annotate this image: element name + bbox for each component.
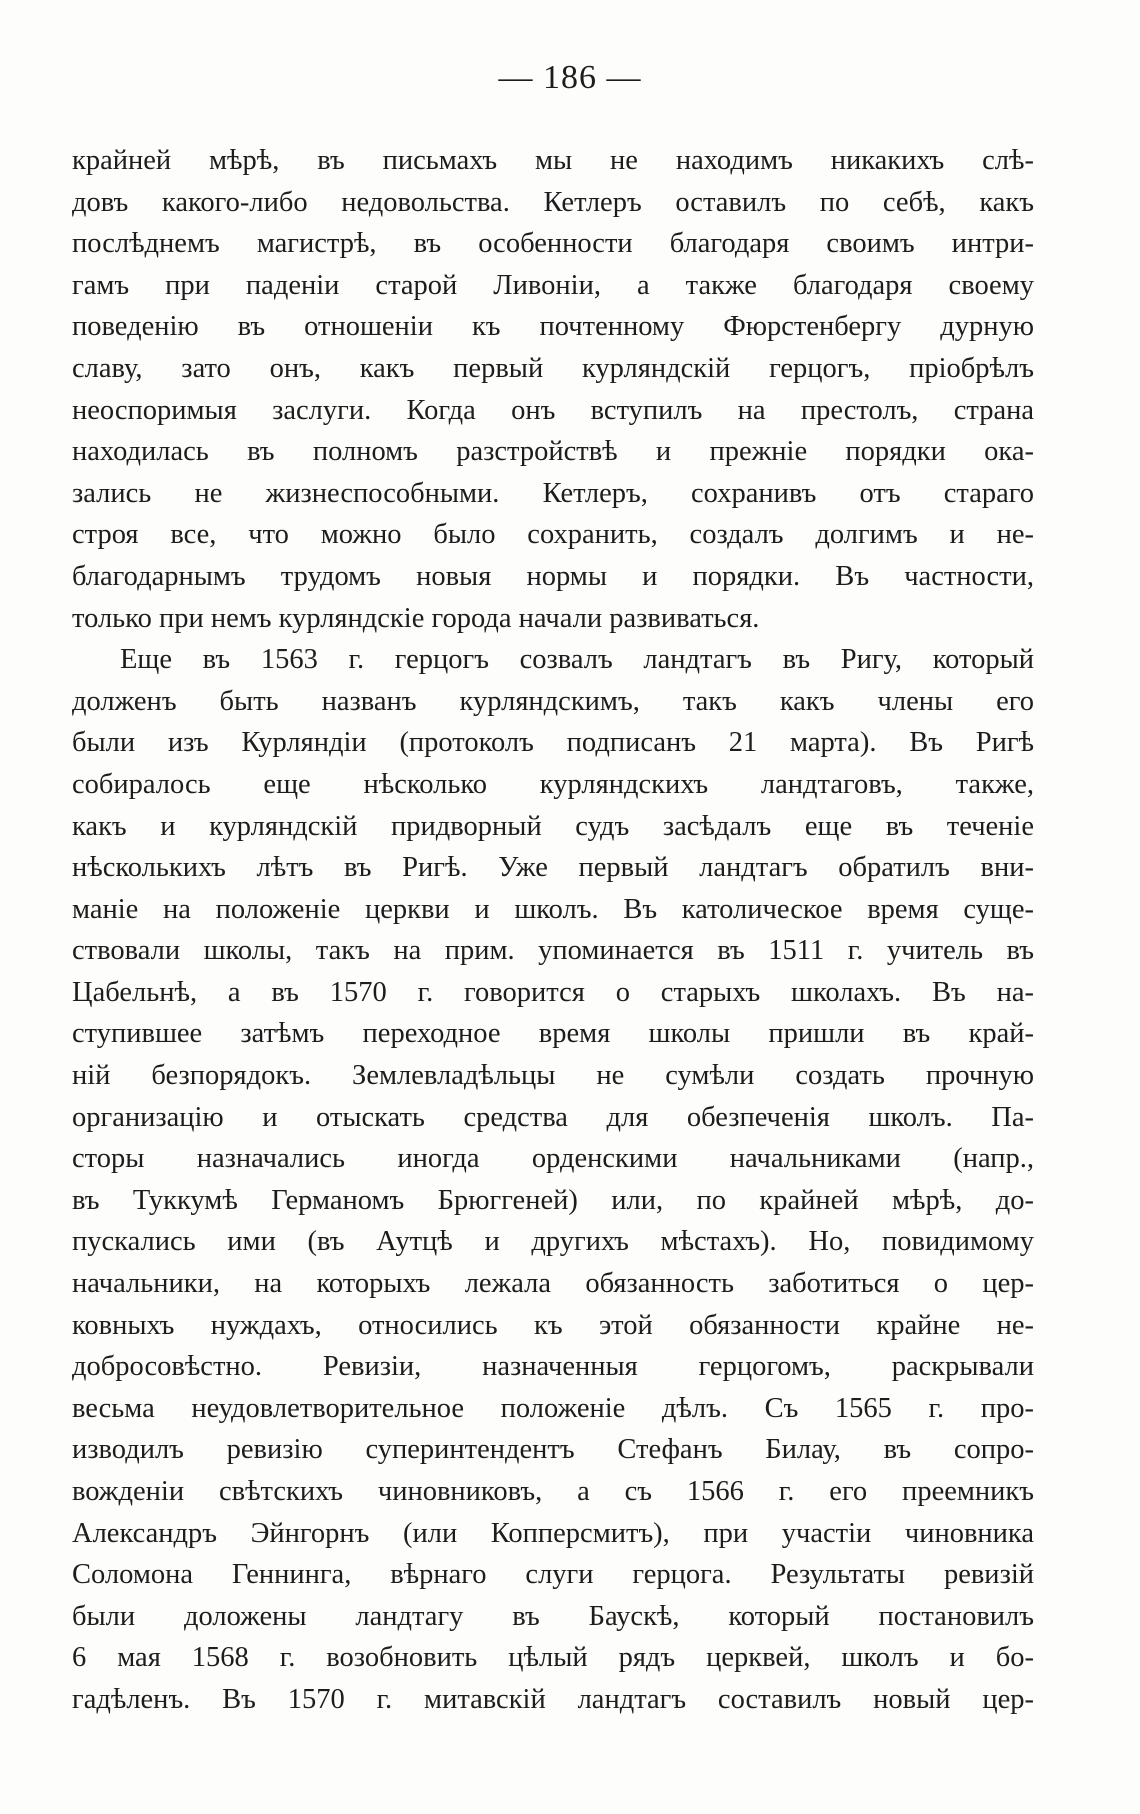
text-line: организацію и отыскать средства для обезпеченія школъ. Па-	[72, 1101, 1034, 1133]
text-line: находилась въ полномъ разстройствѣ и прежніе порядки ока-	[72, 436, 1034, 468]
text-line: добросовѣстно. Ревизіи, назначенныя герцогомъ, раскрывали	[72, 1351, 1034, 1383]
text-line: были доложены ландтагу въ Баускѣ, который постановилъ	[72, 1600, 1034, 1632]
text-line: ствовали школы, такъ на прим. упоминается въ 1511 г. учитель въ	[72, 935, 1034, 967]
text-line: крайней мѣрѣ, въ письмахъ мы не находимъ никакихъ слѣ-	[72, 145, 1034, 176]
text-line: сторы назначались иногда орденскими начальниками (напр.,	[72, 1143, 1034, 1175]
text-line: Александръ Эйнгорнъ (или Копперсмитъ), при участіи чиновника	[72, 1517, 1034, 1549]
text-line: Цабельнѣ, а въ 1570 г. говорится о старыхъ школахъ. Въ на-	[72, 976, 1034, 1008]
body-text	[72, 140, 1034, 1721]
text-line: Еще въ 1563 г. герцогъ созвалъ ландтагъ въ Ригу, который	[120, 644, 1034, 676]
text-line: изводилъ ревизію суперинтендентъ Стефанъ Билау, въ сопро-	[72, 1434, 1034, 1466]
text-line: собиралось еще нѣсколько курляндскихъ ландтаговъ, также,	[72, 768, 1034, 800]
text-line: послѣднемъ магистрѣ, въ особенности благодаря своимъ интри-	[72, 228, 1034, 260]
text-line: въ Туккумѣ Германомъ Брюггеней) или, по крайней мѣрѣ, до-	[72, 1184, 1034, 1216]
text-line: ній безпорядокъ. Землевладѣльцы не сумѣли создать прочную	[72, 1060, 1034, 1092]
text-line: весьма неудовлетворительное положеніе дѣлъ. Съ 1565 г. про-	[72, 1392, 1034, 1424]
page-number: — 186 —	[498, 59, 642, 96]
text-line: поведенію въ отношеніи къ почтенному Фюрстенбергу дурную	[72, 311, 1034, 343]
text-line: довъ какого-либо недовольства. Кетлеръ оставилъ по себѣ, какъ	[72, 186, 1034, 218]
text-line: начальники, на которыхъ лежала обязанность заботиться о цер-	[72, 1268, 1034, 1300]
text-line: ступившее затѣмъ переходное время школы пришли въ край-	[72, 1018, 1034, 1050]
text-line: гадѣленъ. Въ 1570 г. митавскій ландтагъ составилъ новый цер-	[72, 1683, 1034, 1715]
text-line: только при немъ курляндскіе города начали развиваться.	[72, 602, 760, 634]
text-line: 6 мая 1568 г. возобновить цѣлый рядъ церквей, школъ и бо-	[72, 1642, 1034, 1674]
text-line: строя все, что можно было сохранить, создалъ долгимъ и не-	[72, 519, 1034, 551]
text-line: неоспоримыя заслуги. Когда онъ вступилъ на престолъ, страна	[72, 394, 1034, 426]
paragraph-1	[72, 140, 1034, 639]
text-line: вожденіи свѣтскихъ чиновниковъ, а съ 1566 г. его преемникъ	[72, 1476, 1034, 1507]
text-line: долженъ быть названъ курляндскимъ, такъ какъ члены его	[72, 685, 1034, 717]
text-line: ковныхъ нуждахъ, относились къ этой обязанности крайне не-	[72, 1309, 1034, 1341]
text-line: нѣсколькихъ лѣтъ въ Ригѣ. Уже первый ландтагъ обратилъ вни-	[72, 852, 1034, 884]
text-line: пускались ими (въ Аутцѣ и другихъ мѣстахъ). Но, повидимому	[72, 1226, 1034, 1258]
text-line: Соломона Геннинга, вѣрнаго слуги герцога. Результаты ревизій	[72, 1559, 1034, 1591]
text-line: зались не жизнеспособными. Кетлеръ, сохранивъ отъ стараго	[72, 477, 1034, 509]
text-line: гамъ при паденіи старой Ливоніи, а также благодаря своему	[72, 269, 1034, 301]
text-line: маніе на положеніе церкви и школъ. Въ католическое время суще-	[72, 893, 1034, 925]
text-line: какъ и курляндскій придворный судъ засѣдалъ еще въ теченіе	[72, 810, 1034, 842]
text-line: славу, зато онъ, какъ первый курляндскій герцогъ, пріобрѣлъ	[72, 352, 1034, 384]
text-line: благодарнымъ трудомъ новыя нормы и порядки. Въ частности,	[72, 560, 1034, 592]
text-line: были изъ Курляндіи (протоколъ подписанъ 21 марта). Въ Ригѣ	[72, 727, 1034, 759]
paragraph-2	[72, 639, 1034, 1720]
